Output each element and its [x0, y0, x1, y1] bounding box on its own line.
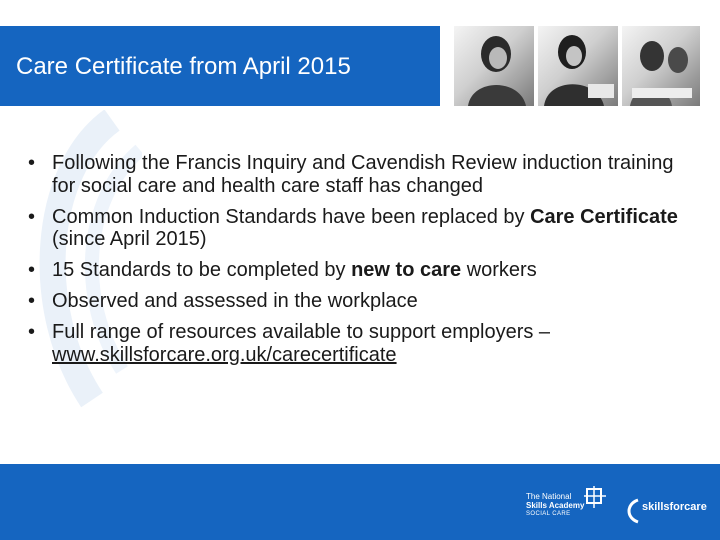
- bullet-marker: •: [28, 152, 36, 174]
- nsa-emblem-icon: [584, 486, 606, 508]
- header-photo-1: [454, 26, 534, 106]
- bullet-list: [28, 152, 698, 374]
- national-skills-academy-logo: [526, 492, 610, 532]
- bullet-marker: •: [28, 205, 36, 228]
- bullet-item: [28, 321, 698, 367]
- header-photo-2: [538, 26, 618, 106]
- bullet-text: 15 Standards to be completed by: [52, 259, 352, 282]
- bullet-item: [28, 290, 698, 313]
- nsa-line-3: SOCIAL CARE: [526, 511, 571, 517]
- care-certificate-link[interactable]: www.skillsforcare.org.uk/carecertificate: [52, 343, 397, 366]
- bullet-marker: •: [28, 320, 36, 343]
- nsa-line-1: The National: [526, 492, 572, 501]
- bullet-marker: •: [28, 289, 36, 312]
- bullet-marker: •: [28, 259, 36, 282]
- bullet-text: Common Induction Standards have been replaced by: [52, 205, 531, 228]
- slide-title: Care Certificate from April 2015: [16, 53, 351, 80]
- bullet-bold-text: Care Certificate: [530, 205, 678, 228]
- bullet-text-after: (since April 2015): [52, 228, 207, 251]
- bullet-text: Observed and assessed in the workplace: [52, 289, 418, 312]
- skills-for-care-wordmark: skillsforcare: [642, 501, 707, 513]
- nsa-line-2: Skills Academy: [526, 501, 585, 510]
- bullet-text: Full range of resources available to support employers –: [52, 320, 551, 343]
- bullet-text: Following the Francis Inquiry and Cavendish Review induction training for social care and health care staff has changed: [52, 152, 674, 197]
- header-photo-3: [622, 26, 700, 106]
- bullet-item: [28, 152, 698, 198]
- footer-bar: [0, 464, 720, 540]
- bullet-item: [28, 259, 698, 282]
- skills-for-care-logo: [624, 498, 714, 524]
- skills-for-care-swirl-icon: [624, 498, 642, 524]
- bullet-bold-text: new to care: [351, 259, 462, 282]
- bullet-text-after: workers: [461, 259, 537, 282]
- bullet-item: [28, 206, 698, 252]
